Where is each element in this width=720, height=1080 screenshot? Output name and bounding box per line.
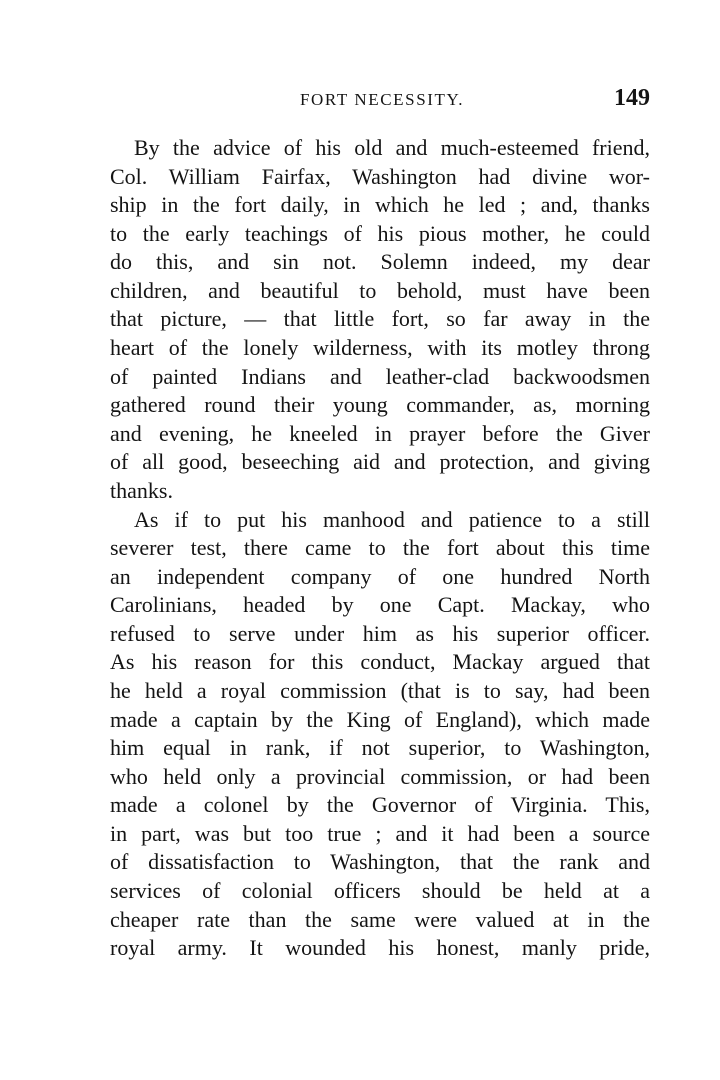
text-line: heart of the lonely wilderness, with its motley throng — [110, 335, 650, 361]
text-line: By the advice of his old and much-esteemed friend, — [134, 135, 650, 160]
text-line: an independent company of one hundred North — [110, 563, 650, 589]
text-line: he held a royal commission (that is to say, had been — [110, 677, 650, 703]
text-line: Carolinians, headed by one Capt. Mackay, who — [110, 592, 650, 618]
running-title: FORT NECESSITY. — [300, 90, 465, 109]
text-line: cheaper rate than the same were valued at in the — [110, 906, 650, 932]
text-line: and evening, he kneeled in prayer before the Giver — [110, 420, 650, 446]
text-line: As his reason for this conduct, Mackay argued that — [110, 649, 650, 675]
text-line: do this, and sin not. Solemn indeed, my dear — [110, 249, 650, 275]
text-line: of all good, beseeching aid and protection, and giving — [110, 449, 650, 475]
text-line: made a colonel by the Governor of Virginia. This, — [110, 792, 650, 818]
text-line: him equal in rank, if not superior, to Washington, — [110, 735, 650, 761]
body-text — [110, 134, 650, 963]
text-line: of painted Indians and leather-clad backwoodsmen — [110, 363, 650, 389]
running-head — [110, 85, 650, 116]
text-line: severer test, there came to the fort about this time — [110, 535, 650, 561]
text-line: Col. William Fairfax, Washington had divine wor- — [110, 163, 650, 189]
text-line: gathered round their young commander, as, morning — [110, 392, 650, 418]
text-line: to the early teachings of his pious mother, he could — [110, 220, 650, 246]
text-line: services of colonial officers should be held at a — [110, 878, 650, 904]
text-line: thanks. — [110, 477, 173, 503]
page-number: 149 — [614, 85, 650, 111]
text-line: who held only a provincial commission, or had been — [110, 763, 650, 789]
text-line: ship in the fort daily, in which he led ; and, thanks — [110, 192, 650, 218]
text-line: of dissatisfaction to Washington, that the rank and — [110, 849, 650, 875]
text-line: in part, was but too true ; and it had been a source — [110, 820, 650, 846]
text-line: As if to put his manhood and patience to a still — [134, 506, 650, 532]
text-line: that picture, — that little fort, so far away in the — [110, 306, 650, 332]
text-line: royal army. It wounded his honest, manly pride, — [110, 935, 650, 961]
text-line: made a captain by the King of England), which made — [110, 706, 650, 732]
text-line: refused to serve under him as his superior officer. — [110, 620, 650, 646]
text-line: children, and beautiful to behold, must have been — [110, 277, 650, 303]
